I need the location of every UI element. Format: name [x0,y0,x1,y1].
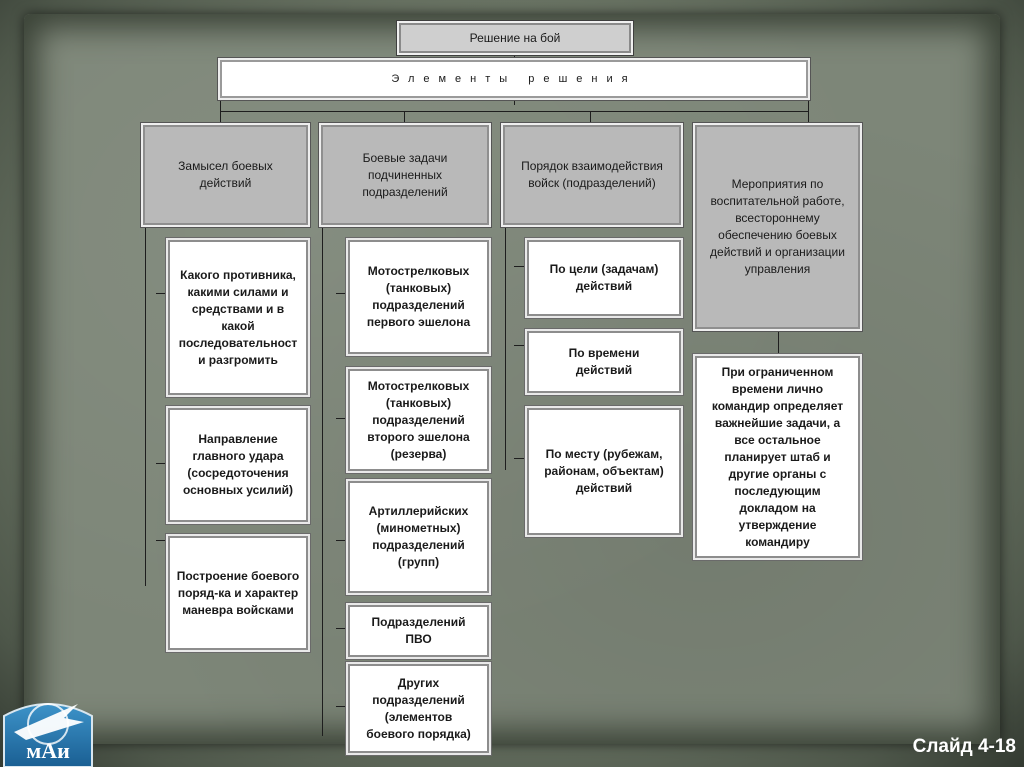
connector [145,226,146,586]
connector [514,52,515,60]
elements-band [220,60,808,98]
connector [322,226,323,736]
item-text: По времени действий [568,346,640,377]
concept-item [168,408,308,522]
elements-band-text: Элементы решения [391,72,637,85]
item-text: При ограниченном времени лично командир определяет важнейшие задачи, а все остальное планирует штаб и другие органы с последующим докладом на утверждение командиру [711,364,844,549]
connector [514,97,515,105]
column-header-text: Боевые задачи подчиненных подразделений [362,150,448,199]
item-text: По месту (рубежам, районам, объектам) действий [544,447,664,495]
interaction-item [527,408,681,535]
item-text: Артиллерийских (минометных) подразделений (групп) [368,504,469,569]
connector [336,540,348,541]
slide-number: Слайд 4-18 [912,736,1016,757]
connector [336,293,348,294]
connector [336,628,348,629]
column-header-measures [695,125,860,329]
connector [505,226,506,470]
measures-item [695,356,860,558]
connector [808,90,809,125]
item-text: Построение боевого поряд-ка и характер маневра войсками [176,568,300,617]
connector [336,418,348,419]
connector [156,540,168,541]
interaction-item [527,240,681,316]
connector [514,458,526,459]
concept-item [168,536,308,650]
connector [156,463,168,464]
connector [514,266,526,267]
interaction-item [527,331,681,393]
column-header-concept [143,125,308,225]
column-header-text: Порядок взаимодействия войск (подразделений) [521,159,663,190]
tasks-item [348,240,489,354]
connector [590,111,591,125]
column-header-tasks [321,125,489,225]
concept-item [168,240,308,395]
item-text: По цели (задачам) действий [549,262,659,293]
tasks-item [348,369,489,471]
connector [336,706,348,707]
column-header-text: Мероприятия по воспитательной работе, всестороннему обеспечению боевых действий и организации управления [710,177,845,276]
item-text: Направление главного удара (сосредоточения основных усилий) [182,432,294,497]
decision-title [399,23,631,53]
decision-title-text: Решение на бой [469,30,561,45]
connector [404,111,405,125]
connector [778,330,779,355]
tasks-item [348,605,489,657]
item-text: Других подразделений (элементов боевого порядка) [366,675,471,741]
logo-text: мАи [26,738,70,763]
item-text: Мотострелковых (танковых) подразделений второго эшелона (резерва) [367,378,470,461]
column-header-text: Замысел боевых действий [178,159,273,190]
item-text: Какого противника, какими силами и средствами и в какой последовательност и разгромить [178,267,298,367]
connector [514,345,526,346]
item-text: Мотострелковых (танковых) подразделений первого эшелона [366,264,471,329]
connector [156,293,168,294]
connector [220,111,808,112]
item-text: Подразделений ПВО [371,615,466,646]
mai-logo-icon [0,688,96,767]
tasks-item [348,664,489,753]
column-header-interaction [503,125,681,225]
tasks-item [348,481,489,593]
